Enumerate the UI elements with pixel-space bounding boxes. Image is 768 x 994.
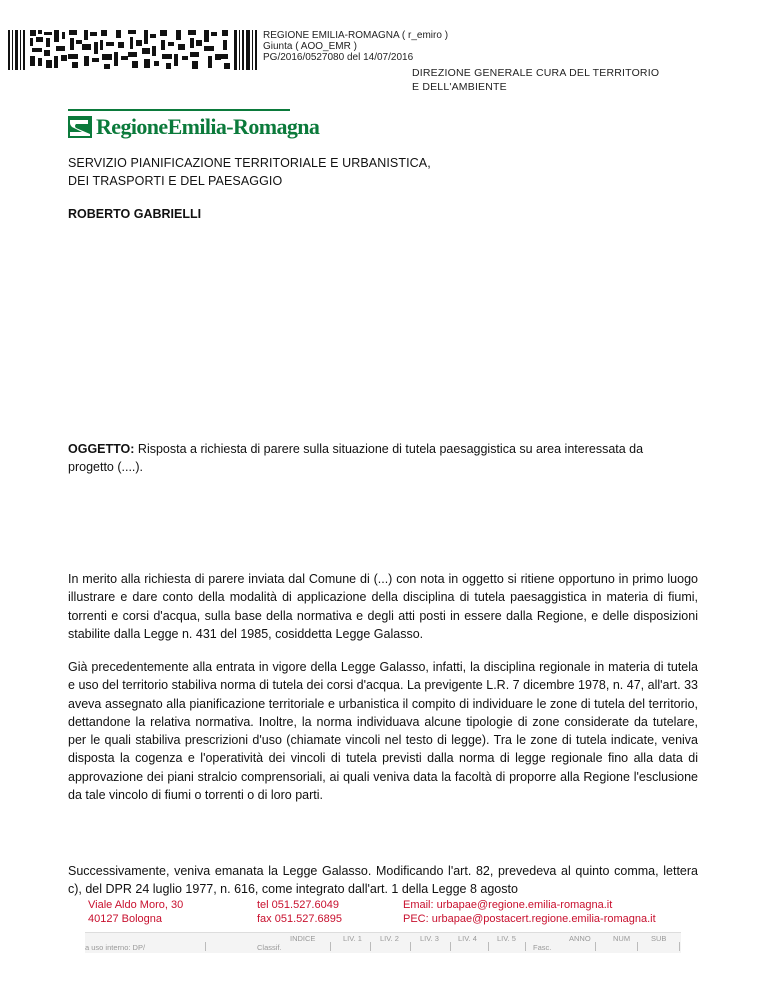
- footer-pec[interactable]: PEC: urbapae@postacert.regione.emilia-romagna.it: [403, 913, 656, 925]
- classification-separator: [637, 942, 638, 951]
- classification-bar: [85, 932, 681, 953]
- num-label: NUM: [613, 934, 631, 943]
- footer-email[interactable]: Email: urbapae@regione.emilia-romagna.it: [403, 899, 613, 911]
- footer-contacts: [403, 898, 656, 926]
- direzione-header: [412, 66, 659, 94]
- indice-label: INDICE: [290, 934, 316, 943]
- liv3-label: LIV. 3: [420, 934, 439, 943]
- classification-separator: [330, 942, 331, 951]
- sender-office: [68, 154, 431, 190]
- classification-separator: [450, 942, 451, 951]
- liv1-label: LIV. 1: [343, 934, 362, 943]
- classification-separator: [488, 942, 489, 951]
- classif-label: Classif.: [257, 943, 282, 952]
- footer-fax: fax 051.527.6895: [257, 913, 343, 925]
- sender-office-line-2: DEI TRASPORTI E DEL PAESAGGIO: [68, 174, 283, 188]
- footer-tel: tel 051.527.6049: [257, 899, 339, 911]
- liv4-label: LIV. 4: [458, 934, 477, 943]
- body-paragraph-3: Successivamente, veniva emanata la Legge Galasso. Modificando l'art. 82, prevedeva al quinto comma, lettera c), del DPR 24 luglio 1977, n. 616, come integrato dall'art. 1 della Legge 8 agosto: [68, 864, 698, 897]
- protocol-number: PG/2016/0527080 del 14/07/2016: [263, 52, 414, 63]
- classification-separator: [205, 942, 206, 951]
- body-paragraph-2: Già precedentemente alla entrata in vigore della Legge Galasso, infatti, la disciplina regionale in materia di tutela e uso del territorio stabiliva norma di tutela dei corsi d'acqua. La previgente L.R. 7 dicembre 1978, n. 47, all'art. 33 aveva assegnato alla pianificazione territoriale e urbanistica il compito di individuare le zone di tutela del territorio, dettandone la relativa normativa. Inoltre, la norma individuava alcune tipologie di zone considerate da tutelare, per le quali stabiliva prescrizioni d'uso (chiamate vincoli nel testo di legge). Tra le zone di tutela indicate, veniva disposta la cogenza e l'operatività dei vincoli di tutela previsti dalla norma di legge regionale fino alla data di approvazione dei piani stralcio comprensoriali, ai quali veniva data la facoltà di proporre alla Regione l'esclusione da tale vincolo di fiumi o torrenti o di loro parti.: [68, 660, 698, 803]
- sub-label: SUB: [651, 934, 667, 943]
- classification-separator: [410, 942, 411, 951]
- barcode-stamp: [8, 28, 258, 72]
- liv2-label: LIV. 2: [380, 934, 399, 943]
- classification-separator: [679, 942, 680, 951]
- anno-label: ANNO: [569, 934, 591, 943]
- subject-label: OGGETTO:: [68, 442, 135, 456]
- subject: [68, 440, 668, 476]
- protocol-stamp: [263, 30, 448, 63]
- internal-use-label: a uso interno: DP/: [85, 943, 146, 952]
- classification-separator: [595, 942, 596, 951]
- footer-street: Viale Aldo Moro, 30: [88, 899, 184, 911]
- region-logo-text: RegioneEmilia-Romagna: [96, 114, 320, 139]
- body-paragraph-1: In merito alla richiesta di parere inviata dal Comune di (...) con nota in oggetto si ritiene opportuno in primo luogo illustrare e dare conto della modalità di applicazione della disciplina di tutela paesaggistica in materia di fiumi, torrenti e corsi d'acqua, sulla base della normativa e degli atti posti in essere dalla Regione, e delle disposizioni stabilite dalla Legge n. 431 del 1985, cosiddetta Legge Galasso.: [68, 572, 698, 641]
- region-logo-icon: [68, 116, 92, 138]
- direzione-line-1: DIREZIONE GENERALE CURA DEL TERRITORIO: [412, 67, 660, 79]
- protocol-aoo: Giunta ( AOO_EMR ): [263, 41, 357, 52]
- classification-separator: [370, 942, 371, 951]
- footer-phone: [257, 898, 342, 926]
- footer-city: 40127 Bologna: [88, 913, 163, 925]
- fasc-label: Fasc.: [533, 943, 552, 952]
- footer-address: [88, 898, 183, 926]
- classification-separator: [525, 942, 526, 951]
- liv5-label: LIV. 5: [497, 934, 516, 943]
- logo-rule: [68, 109, 290, 111]
- sender-name: ROBERTO GABRIELLI: [68, 207, 202, 221]
- sender-office-line-1: SERVIZIO PIANIFICAZIONE TERRITORIALE E URBANISTICA,: [68, 156, 431, 170]
- subject-text: Risposta a richiesta di parere sulla situazione di tutela paesaggistica su area interessata da progetto (....).: [68, 442, 644, 474]
- direzione-line-2: E DELL'AMBIENTE: [412, 81, 507, 93]
- protocol-registry: REGIONE EMILIA-ROMAGNA ( r_emiro ): [263, 30, 449, 41]
